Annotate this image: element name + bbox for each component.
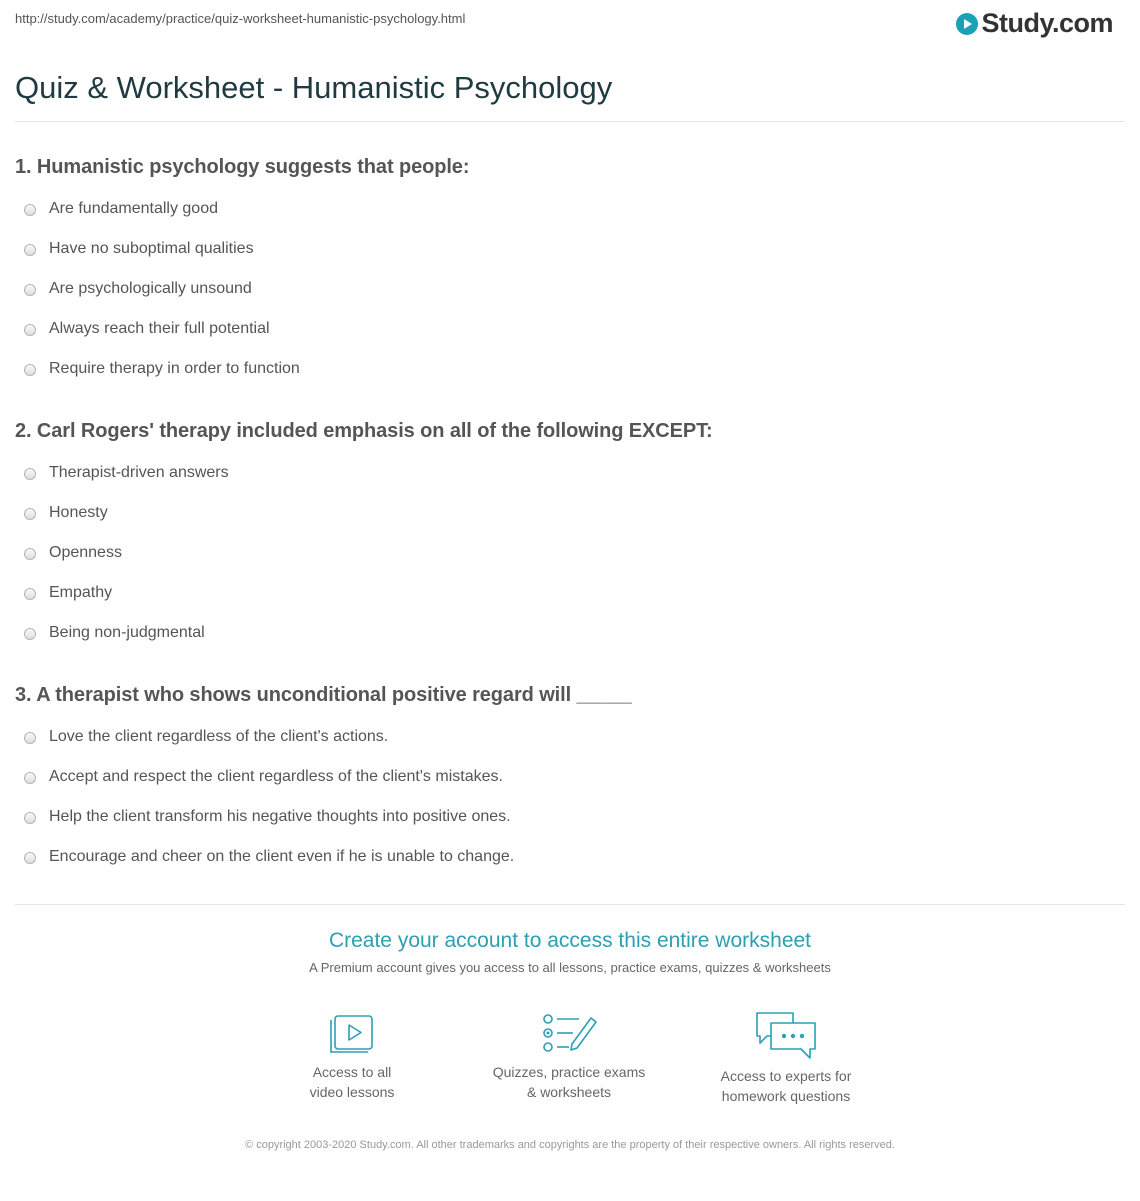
answer-option[interactable]	[15, 583, 1125, 623]
answer-label: Openness	[49, 544, 122, 561]
answer-option[interactable]	[15, 199, 1125, 239]
answer-option[interactable]	[15, 847, 1125, 887]
premium-promo	[0, 929, 1140, 975]
feature-line-2: homework questions	[721, 1088, 851, 1104]
feature-quizzes	[464, 1010, 674, 1102]
answer-label: Accept and respect the client regardless of the client's mistakes.	[49, 768, 503, 785]
radio-button[interactable]	[24, 284, 36, 296]
answer-label: Encourage and cheer on the client even if he is unable to change.	[49, 848, 515, 865]
answer-option[interactable]	[15, 463, 1125, 503]
feature-line-1: Quizzes, practice exams	[492, 1064, 646, 1080]
answer-label: Are psychologically unsound	[49, 280, 252, 297]
radio-button[interactable]	[24, 732, 36, 744]
answer-option[interactable]	[15, 807, 1125, 847]
feature-line-1: Access to experts for	[720, 1068, 852, 1084]
feature-line-2: & worksheets	[526, 1084, 612, 1100]
radio-button[interactable]	[24, 204, 36, 216]
title-divider	[15, 121, 1125, 122]
answer-label: Love the client regardless of the client's actions.	[49, 728, 389, 745]
question-text: 2. Carl Rogers' therapy included emphasis on all of the following EXCEPT:	[15, 420, 713, 442]
radio-button[interactable]	[24, 324, 36, 336]
question-text: 1. Humanistic psychology suggests that people:	[15, 156, 470, 178]
radio-button[interactable]	[24, 508, 36, 520]
radio-button[interactable]	[24, 548, 36, 560]
promo-subtitle: A Premium account gives you access to all lessons, practice exams, quizzes & worksheets	[309, 960, 831, 975]
answer-option[interactable]	[15, 279, 1125, 319]
answer-option[interactable]	[15, 727, 1125, 767]
answer-option[interactable]	[15, 359, 1125, 399]
question-3	[15, 684, 1125, 887]
radio-button[interactable]	[24, 772, 36, 784]
radio-button[interactable]	[24, 852, 36, 864]
answer-option[interactable]	[15, 767, 1125, 807]
answer-label: Honesty	[49, 504, 108, 521]
radio-button[interactable]	[24, 364, 36, 376]
answer-option[interactable]	[15, 239, 1125, 279]
feature-line-1: Access to all	[312, 1064, 392, 1080]
feature-experts	[681, 1010, 891, 1106]
promo-divider	[15, 904, 1125, 905]
answer-label: Require therapy in order to function	[49, 360, 300, 377]
answer-list	[15, 199, 1125, 399]
answer-label: Being non-judgmental	[49, 624, 205, 641]
answer-option[interactable]	[15, 623, 1125, 663]
feature-video-lessons	[247, 1010, 457, 1102]
copyright-notice: © copyright 2003-2020 Study.com. All other trademarks and copyrights are the property of their respective owners. All rights reserved.	[245, 1139, 895, 1151]
answer-option[interactable]	[15, 503, 1125, 543]
page-url: http://study.com/academy/practice/quiz-worksheet-humanistic-psychology.html	[15, 11, 466, 26]
question-text: 3. A therapist who shows unconditional positive regard will _____	[15, 684, 632, 706]
answer-label: Help the client transform his negative thoughts into positive ones.	[49, 808, 511, 825]
video-lesson-icon	[322, 1010, 382, 1056]
top-bar	[0, 0, 1140, 50]
answer-label: Empathy	[49, 584, 113, 601]
study-logo[interactable]	[956, 8, 1113, 39]
question-1	[15, 156, 1125, 399]
logo-text: Study.com	[981, 8, 1113, 38]
answer-list	[15, 727, 1125, 887]
answer-label: Always reach their full potential	[49, 320, 270, 337]
answer-option[interactable]	[15, 543, 1125, 583]
answer-list	[15, 463, 1125, 663]
quiz-checklist-icon	[539, 1010, 599, 1056]
answer-label: Have no suboptimal qualities	[49, 240, 254, 257]
radio-button[interactable]	[24, 244, 36, 256]
feature-line-2: video lessons	[309, 1084, 395, 1100]
radio-button[interactable]	[24, 812, 36, 824]
radio-button[interactable]	[24, 588, 36, 600]
answer-label: Are fundamentally good	[49, 200, 218, 217]
answer-option[interactable]	[15, 319, 1125, 359]
answer-label: Therapist-driven answers	[49, 464, 229, 481]
radio-button[interactable]	[24, 468, 36, 480]
promo-title-link[interactable]: Create your account to access this entire worksheet	[328, 929, 812, 952]
question-2	[15, 420, 1125, 663]
play-logo-icon	[956, 13, 978, 35]
radio-button[interactable]	[24, 628, 36, 640]
chat-bubbles-icon	[753, 1010, 819, 1060]
page-title: Quiz & Worksheet - Humanistic Psychology	[15, 70, 613, 105]
